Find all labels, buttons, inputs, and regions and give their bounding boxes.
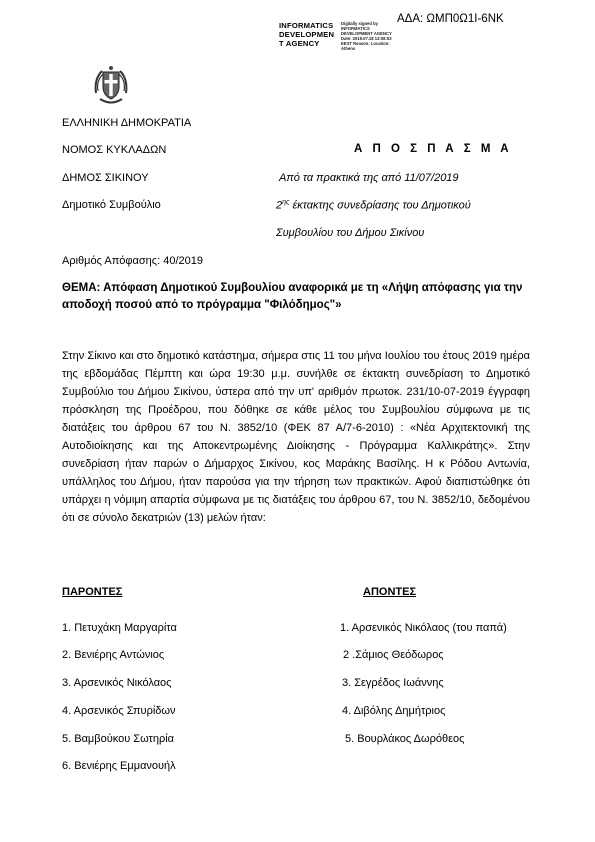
council-name: Δημοτικό Συμβούλιο — [62, 199, 161, 211]
session-line-2: Συμβουλίου του Δήμου Σικίνου — [276, 227, 425, 239]
absent-member: 2 .Σάμιος Θεόδωρος — [343, 649, 444, 661]
present-member: 4. Αρσενικός Σπυρίδων — [62, 705, 176, 717]
greek-emblem-icon — [90, 63, 132, 107]
session-ordinal-suffix: ης — [282, 199, 290, 206]
body-paragraph: Στην Σίκινο και στο δημοτικό κατάστημα, σήμερα στις 11 του μήνα Ιουλίου του έτους 2019 ημέρα της εβδομάδας Πέμπτη και ώρα 19:30 μ.μ. συνήλθε σε έκτακτη συνεδρίαση το Δημοτικό Συμβούλιο του Δήμου Σικίνου, ύστερα από την υπ' αριθμόν πρωτοκ. 231/10-07-2019 έγγραφη πρόσκληση της Προέδρου, που δόθηκε σε κάθε μέλος του Συμβουλίου σύμφωνα με τις διατάξεις του άρθρου 67 του Ν. 3852/10 (ΦΕΚ 87 Α/7-6-2010) : «Νέα Αρχιτεκτονική της Αυτοδιοίκησης και της Αποκεντρωμένης Διοίκησης - Πρόγραμμα Καλλικράτης». Στην συνεδρίαση ήταν παρών ο Δήμαρχος Σικίνου, κος Μαράκης Βασίλης. Η κ Ρόδου Αντωνία, υπάλληλος του Δήμου, ήταν παρούσα για την τήρηση των πρακτικών. Αφού διαπιστώθηκε ότι υπάρχει η νόμιμη απαρτία σύμφωνα με τις διατάξεις του άρθρου 67, του Ν. 3852/10, δεδομένου ότι σε σύνολο δεκατριών (13) μελών ήταν: — [62, 350, 530, 524]
present-member: 6. Βενιέρης Εμμανουήλ — [62, 760, 176, 772]
decision-number: Αριθμός Απόφασης: 40/2019 — [62, 255, 203, 267]
absent-member: 4. Διβόλης Δημήτριος — [342, 705, 446, 717]
present-header: ΠΑΡΟΝΤΕΣ — [62, 586, 123, 598]
session-line-1 — [276, 199, 471, 212]
absent-header: ΑΠΟΝΤΕΣ — [363, 586, 417, 598]
session-number: 2 — [276, 199, 283, 212]
minutes-date: Από τα πρακτικά της από 11/07/2019 — [279, 172, 459, 184]
ada-code: ΑΔΑ: ΩΜΠ0Ω1Ι-6ΝΚ — [397, 13, 504, 25]
absent-member: 1. Αρσενικός Νικόλαος (του παπά) — [340, 622, 507, 634]
present-member: 3. Αρσενικός Νικόλαος — [62, 677, 172, 689]
republic-name: ΕΛΛΗΝΙΚΗ ΔΗΜΟΚΡΑΤΙΑ — [62, 117, 192, 129]
prefecture-name: ΝΟΜΟΣ ΚΥΚΛΑΔΩΝ — [62, 144, 167, 156]
present-member: 1. Πετυχάκη Μαργαρίτα — [62, 622, 177, 634]
municipality-name: ΔΗΜΟΣ ΣΙΚΙΝΟΥ — [62, 172, 149, 184]
signature-stamp-details: Digitally signed by INFORMATICS DEVELOPMENT AGENCY Date: 2019.07.18 13:08:53 EEST Reason: Location: Athens — [341, 21, 392, 51]
present-member: 2. Βενιέρης Αντώνιος — [62, 649, 165, 661]
absent-member: 5. Βουρλάκος Δωρόθεος — [345, 733, 465, 745]
absent-member: 3. Σεγρέδος Ιωάννης — [342, 677, 444, 689]
present-member: 5. Βαμβούκου Σωτηρία — [62, 733, 175, 745]
subject-heading: ΘΕΜΑ: Απόφαση Δημοτικού Συμβουλίου αναφορικά με τη «Λήψη απόφασης για την αποδοχή ποσού από το πρόγραμμα "Φιλόδημος"» — [62, 282, 523, 311]
extract-title: Α Π Ο Σ Π Α Σ Μ Α — [354, 143, 513, 155]
session-description: έκτακτης συνεδρίασης του Δημοτικού — [289, 199, 471, 212]
signature-stamp-label: INFORMATICS DEVELOPMEN T AGENCY — [279, 21, 335, 48]
